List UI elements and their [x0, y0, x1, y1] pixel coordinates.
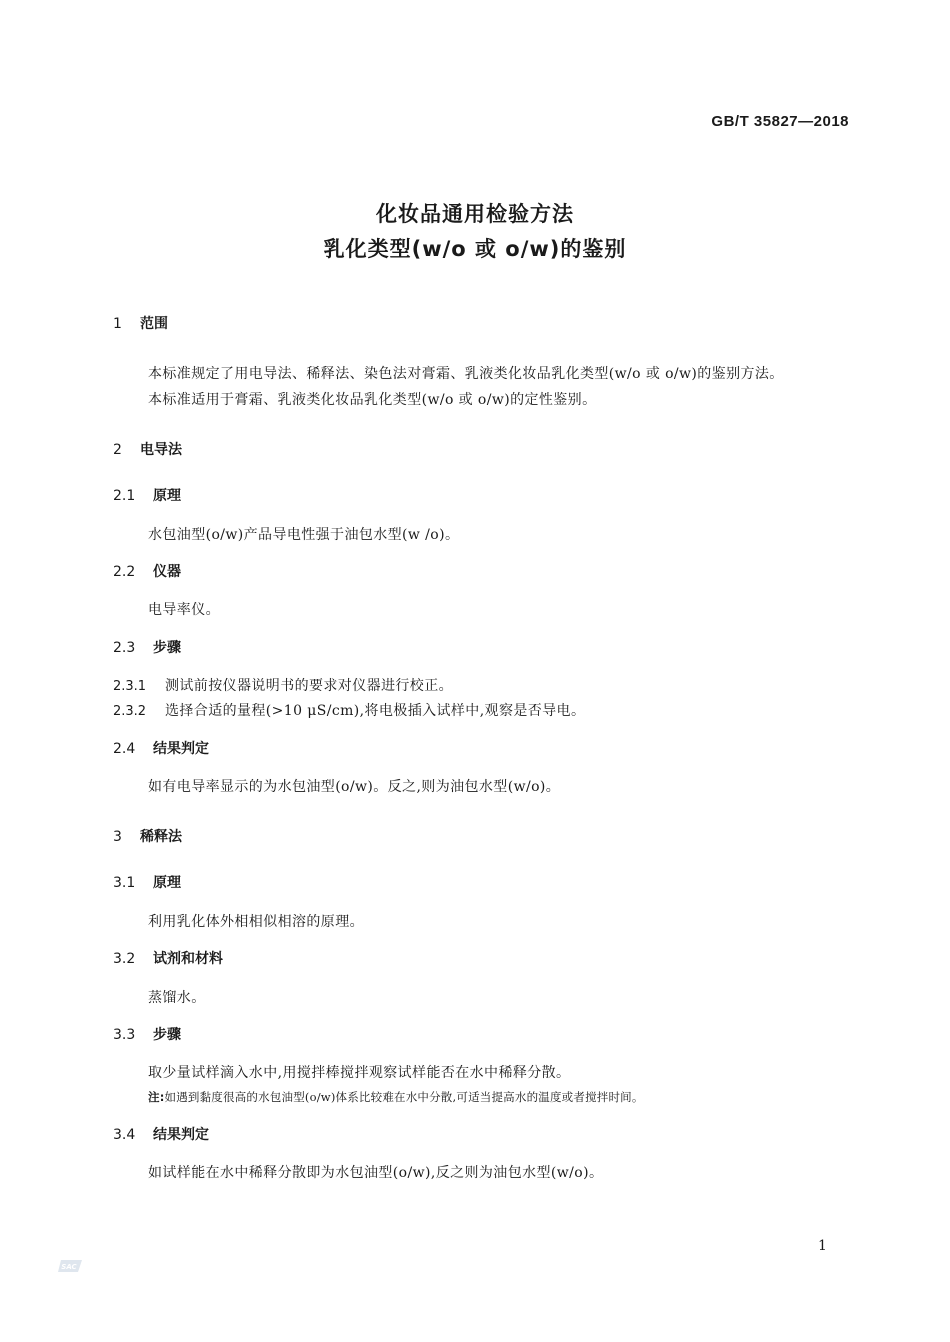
section-title: 范围: [140, 316, 168, 332]
note: [148, 1089, 644, 1105]
document-title: 化妆品通用检验方法: [376, 202, 574, 226]
clause-number: 2.3.2: [113, 704, 147, 719]
subsection-2-3-heading: [113, 637, 181, 657]
subsection-number: 2.2: [113, 564, 136, 580]
subsection-2-1-heading: [113, 485, 181, 505]
subsection-number: 3.4: [113, 1127, 136, 1143]
paragraph: 本标准规定了用电导法、稀释法、染色法对膏霜、乳液类化妆品乳化类型(w/o 或 o/w)的鉴别方法。: [148, 366, 784, 382]
paragraph: 蒸馏水。: [148, 990, 206, 1006]
paragraph: 本标准适用于膏霜、乳液类化妆品乳化类型(w/o 或 o/w)的定性鉴别。: [148, 392, 597, 408]
sac-logo-icon: [58, 1258, 84, 1274]
subsection-title: 步骤: [153, 640, 181, 656]
subsection-2-4-heading: [113, 738, 209, 758]
clause-text: 测试前按仪器说明书的要求对仪器进行校正。: [165, 678, 453, 694]
subsection-title: 原理: [153, 875, 181, 891]
subsection-number: 2.1: [113, 488, 136, 504]
subsection-title: 试剂和材料: [153, 951, 223, 967]
subsection-3-3-heading: [113, 1024, 181, 1044]
subsection-number: 2.3: [113, 640, 136, 656]
subsection-title: 原理: [153, 488, 181, 504]
subsection-number: 3.2: [113, 951, 136, 967]
section-number: 2: [113, 442, 122, 458]
clause-2-3-1: [113, 675, 453, 695]
subsection-title: 结果判定: [153, 741, 209, 757]
paragraph: 如试样能在水中稀释分散即为水包油型(o/w),反之则为油包水型(w/o)。: [148, 1165, 604, 1181]
section-2-heading: [113, 439, 182, 459]
subsection-title: 仪器: [153, 564, 181, 580]
section-title: 电导法: [140, 442, 182, 458]
clause-number: 2.3.1: [113, 679, 147, 694]
section-3-heading: [113, 826, 182, 846]
note-label: 注:: [148, 1090, 165, 1104]
clause-text: 选择合适的量程(>10 μS/cm),将电极插入试样中,观察是否导电。: [165, 703, 586, 719]
subsection-3-2-heading: [113, 948, 223, 968]
paragraph: 电导率仪。: [148, 602, 220, 618]
subsection-number: 3.1: [113, 875, 136, 891]
subsection-title: 结果判定: [153, 1127, 209, 1143]
svg-text:SAC: SAC: [61, 1263, 77, 1271]
subsection-3-4-heading: [113, 1124, 209, 1144]
section-1-heading: [113, 313, 168, 333]
paragraph: 如有电导率显示的为水包油型(o/w)。反之,则为油包水型(w/o)。: [148, 779, 561, 795]
paragraph: 取少量试样滴入水中,用搅拌棒搅拌观察试样能否在水中稀释分散。: [148, 1065, 571, 1081]
section-title: 稀释法: [140, 829, 182, 845]
subsection-3-1-heading: [113, 872, 181, 892]
section-number: 3: [113, 829, 122, 845]
paragraph: 利用乳化体外相相似相溶的原理。: [148, 914, 364, 930]
standard-number: GB/T 35827—2018: [711, 113, 849, 130]
note-text: 如遇到黏度很高的水包油型(o/w)体系比较难在水中分散,可适当提高水的温度或者搅拌时间。: [164, 1090, 644, 1104]
paragraph: 水包油型(o/w)产品导电性强于油包水型(w /o)。: [148, 527, 460, 543]
subsection-title: 步骤: [153, 1027, 181, 1043]
section-number: 1: [113, 316, 122, 332]
document-subtitle: 乳化类型(w/o 或 o/w)的鉴别: [323, 237, 627, 261]
subsection-2-2-heading: [113, 561, 181, 581]
subsection-number: 3.3: [113, 1027, 136, 1043]
clause-2-3-2: [113, 700, 585, 720]
subsection-number: 2.4: [113, 741, 136, 757]
page-number: 1: [818, 1238, 827, 1254]
